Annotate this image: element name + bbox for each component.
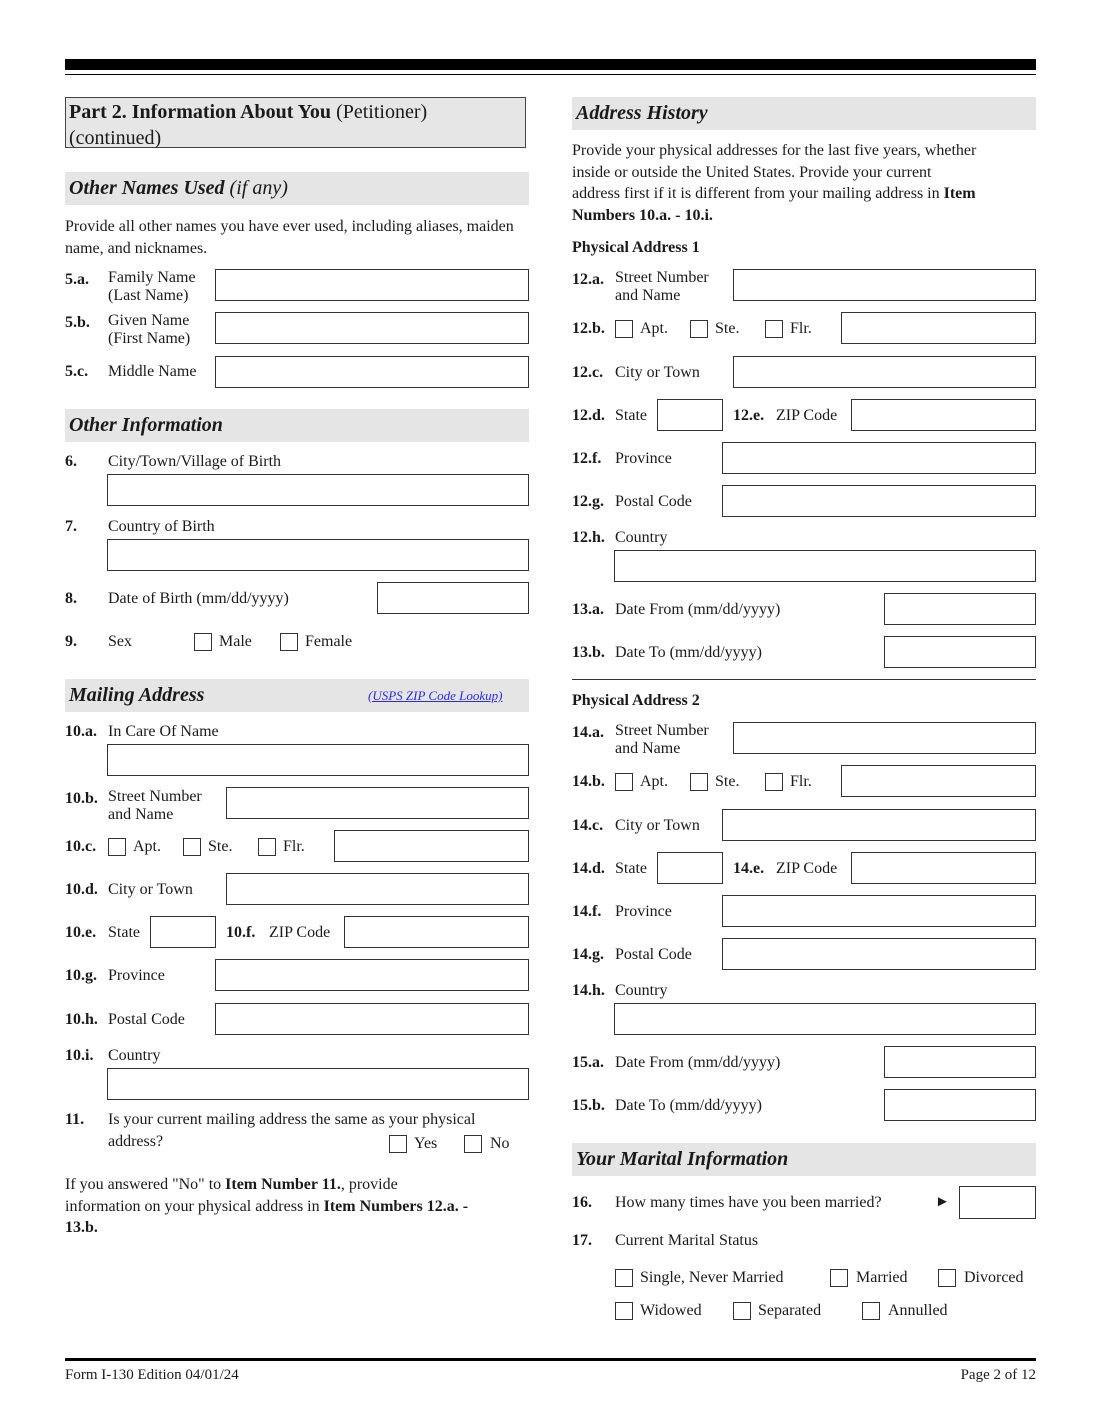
phys1-unit-field[interactable] [841,312,1036,344]
item-number: 10.d. [65,881,98,898]
item-number: 14.e. [733,860,765,877]
zip-label: ZIP Code [776,860,838,877]
single-label: Single, Never Married [640,1269,784,1286]
header-rule-thin [65,74,1036,75]
item-number: 10.b. [65,790,98,807]
sex-label: Sex [108,633,132,650]
section-title: Address History [576,102,708,124]
part-title: Part 2. Information About You [69,101,332,123]
other-names-instructions: Provide all other names you have ever used, including aliases, maiden name, and nicknames. [65,218,514,257]
arrow-right-icon: ► [935,1194,950,1210]
phys1-state-field[interactable] [657,399,723,431]
phys1-province-field[interactable] [722,442,1036,474]
section-marital-information [572,1143,1036,1176]
mailing-note: If you answered "No" to Item Number 11., provide information on your physical address in Item Numbers 12.a. - 13.b. [65,1176,469,1236]
phys2-city-field[interactable] [722,809,1036,841]
same-address-question: Is your current mailing address the same as your physical address? [108,1111,476,1150]
item-number: 8. [65,590,77,607]
item-number: 14.h. [572,982,605,999]
province-label: Province [108,967,165,984]
phys2-unit-field[interactable] [841,765,1036,797]
item-number: 6. [65,453,77,470]
phys2-date-to-field[interactable] [884,1089,1036,1121]
mailing-country-field[interactable] [107,1068,529,1100]
middle-name-label: Middle Name [108,363,197,380]
ste-checkbox[interactable] [690,320,708,338]
item-number: 13.b. [572,644,605,661]
ste-label: Ste. [715,320,740,337]
header-rule-thick [65,59,1036,70]
phys2-state-field[interactable] [657,852,723,884]
middle-name-field[interactable] [215,356,529,388]
yes-label: Yes [414,1135,438,1152]
times-married-label: How many times have you been married? [615,1194,882,1211]
mailing-street-field[interactable] [226,787,529,819]
page-number: Page 2 of 12 [960,1367,1036,1383]
female-label: Female [305,633,353,650]
zip-label: ZIP Code [269,924,331,941]
address-separator [572,679,1036,680]
apt-label: Apt. [640,773,668,790]
separated-label: Separated [758,1302,822,1319]
divorced-label: Divorced [964,1269,1024,1286]
date-of-birth-field[interactable] [377,582,529,614]
annulled-label: Annulled [888,1302,948,1319]
item-number: 12.c. [572,364,604,381]
item-number: 10.g. [65,967,97,984]
section-other-names [65,172,529,205]
annulled-checkbox[interactable] [862,1302,880,1320]
city-label: City or Town [108,881,193,898]
same-address-no-checkbox[interactable] [464,1135,482,1153]
item-number: 16. [572,1194,592,1211]
section-note: (if any) [229,177,288,199]
section-title: Mailing Address [69,684,205,706]
mailing-province-field[interactable] [215,959,529,991]
phys2-postal-field[interactable] [722,938,1036,970]
phys1-street-field[interactable] [733,269,1036,301]
state-label: State [615,860,647,877]
state-label: State [108,924,140,941]
item-number: 14.c. [572,817,604,834]
times-married-field[interactable] [959,1186,1036,1219]
mailing-postal-field[interactable] [215,1003,529,1035]
mailing-state-field[interactable] [150,916,216,948]
zip-label: ZIP Code [776,407,838,424]
male-label: Male [219,633,252,650]
ste-checkbox[interactable] [690,773,708,791]
family-name-label: Family Name (Last Name) [108,269,196,304]
country-label: Country [615,982,668,999]
physical-address-2-heading: Physical Address 2 [572,692,700,709]
item-number: 9. [65,633,77,650]
province-label: Province [615,450,672,467]
city-of-birth-label: City/Town/Village of Birth [108,453,282,470]
item-number: 12.a. [572,271,604,288]
single-checkbox[interactable] [615,1269,633,1287]
province-label: Province [615,903,672,920]
phys1-country-field[interactable] [614,550,1036,582]
flr-label: Flr. [283,838,305,855]
widowed-label: Widowed [640,1302,702,1319]
ste-label: Ste. [208,838,233,855]
item-number: 11. [65,1111,85,1128]
phys2-street-field[interactable] [733,722,1036,754]
item-number: 10.e. [65,924,97,941]
item-number: 12.g. [572,493,604,510]
phys1-postal-field[interactable] [722,485,1036,517]
part-continued: (continued) [69,127,162,149]
item-number: 14.f. [572,903,602,920]
item-number: 13.a. [572,601,604,618]
date-from-label: Date From (mm/dd/yyyy) [615,1054,781,1071]
flr-label: Flr. [790,773,812,790]
postal-code-label: Postal Code [615,946,692,963]
married-label: Married [856,1269,908,1286]
section-title: Other Names Used [69,177,225,199]
item-number: 7. [65,518,77,535]
apt-label: Apt. [640,320,668,337]
country-label: Country [615,529,668,546]
phys2-province-field[interactable] [722,895,1036,927]
section-address-history [572,97,1036,130]
ste-checkbox[interactable] [183,838,201,856]
flr-checkbox[interactable] [258,838,276,856]
given-name-label: Given Name (First Name) [108,312,191,347]
section-other-information [65,409,529,442]
phys1-date-from-field[interactable] [884,593,1036,625]
item-number: 14.b. [572,773,605,790]
ste-label: Ste. [715,773,740,790]
item-number: 12.e. [733,407,765,424]
female-checkbox[interactable] [280,633,298,651]
item-number: 5.a. [65,271,89,288]
date-to-label: Date To (mm/dd/yyyy) [615,1097,763,1114]
flr-label: Flr. [790,320,812,337]
care-of-label: In Care Of Name [108,723,219,740]
item-number: 5.b. [65,314,90,331]
mailing-unit-field[interactable] [334,830,529,862]
item-number: 12.h. [572,529,605,546]
same-address-yes-checkbox[interactable] [389,1135,407,1153]
country-of-birth-field[interactable] [107,539,529,571]
phys2-date-from-field[interactable] [884,1046,1036,1078]
postal-code-label: Postal Code [108,1011,185,1028]
date-of-birth-label: Date of Birth (mm/dd/yyyy) [108,590,289,607]
postal-code-label: Postal Code [615,493,692,510]
widowed-checkbox[interactable] [615,1302,633,1320]
item-number: 12.b. [572,320,605,337]
item-number: 5.c. [65,363,89,380]
city-label: City or Town [615,817,700,834]
street-label: Street Number and Name [615,722,709,757]
male-checkbox[interactable] [194,633,212,651]
phys2-zip-field[interactable] [851,852,1036,884]
flr-checkbox[interactable] [765,320,783,338]
item-number: 10.c. [65,838,97,855]
item-number: 12.d. [572,407,605,424]
no-label: No [490,1135,510,1152]
section-title: Other Information [69,414,223,436]
part-heading [65,97,526,148]
item-number: 10.h. [65,1011,98,1028]
flr-checkbox[interactable] [765,773,783,791]
apt-checkbox[interactable] [615,320,633,338]
physical-address-1-heading: Physical Address 1 [572,239,700,256]
country-label: Country [108,1047,161,1064]
item-number: 10.f. [226,924,256,941]
item-number: 14.d. [572,860,605,877]
family-name-field[interactable] [215,269,529,301]
date-to-label: Date To (mm/dd/yyyy) [615,644,763,661]
apt-checkbox[interactable] [108,838,126,856]
city-label: City or Town [615,364,700,381]
date-from-label: Date From (mm/dd/yyyy) [615,601,781,618]
footer-rule [65,1358,1036,1361]
country-of-birth-label: Country of Birth [108,518,215,535]
item-number: 15.b. [572,1097,605,1114]
mailing-city-field[interactable] [226,873,529,905]
care-of-field[interactable] [107,744,529,776]
address-history-instructions: Provide your physical addresses for the last five years, whether inside or outside the United States. Provide your current address first if it is different from your mailing address in Item Numbers 10.a. - 10.i. [572,142,977,224]
item-number: 10.i. [65,1047,94,1064]
item-number: 10.a. [65,723,97,740]
apt-label: Apt. [133,838,161,855]
city-of-birth-field[interactable] [107,474,529,506]
item-number: 12.f. [572,450,602,467]
divorced-checkbox[interactable] [938,1269,956,1287]
given-name-field[interactable] [215,312,529,344]
separated-checkbox[interactable] [733,1302,751,1320]
street-label: Street Number and Name [615,269,709,304]
item-number: 14.g. [572,946,604,963]
mailing-zip-field[interactable] [344,916,529,948]
section-title: Your Marital Information [576,1148,789,1170]
phys1-city-field[interactable] [733,356,1036,388]
marital-status-label: Current Marital Status [615,1232,759,1249]
part-suffix: (Petitioner) [336,101,428,123]
street-label: Street Number and Name [108,788,202,823]
item-number: 17. [572,1232,592,1249]
phys1-date-to-field[interactable] [884,636,1036,668]
apt-checkbox[interactable] [615,773,633,791]
usps-zip-lookup-link[interactable]: (USPS ZIP Code Lookup) [368,688,503,703]
form-edition: Form I-130 Edition 04/01/24 [65,1367,239,1383]
phys2-country-field[interactable] [614,1003,1036,1035]
phys1-zip-field[interactable] [851,399,1036,431]
married-checkbox[interactable] [830,1269,848,1287]
item-number: 15.a. [572,1054,604,1071]
state-label: State [615,407,647,424]
item-number: 14.a. [572,724,604,741]
